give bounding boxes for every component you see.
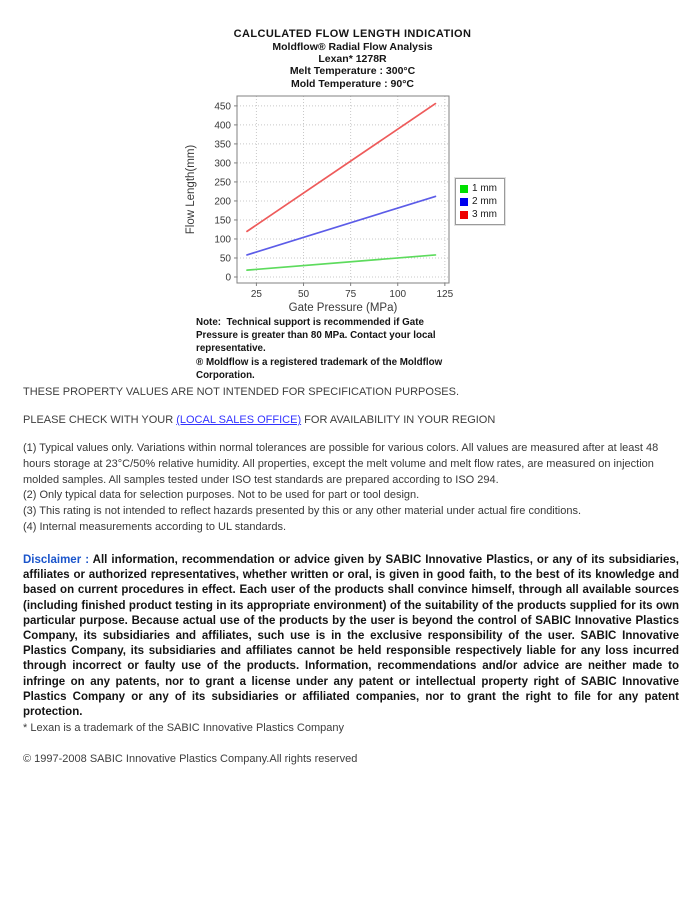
x-tick-label: 125 [436, 289, 454, 300]
specification-notice: THESE PROPERTY VALUES ARE NOT INTENDED FOR SPECIFICATION PURPOSES. [23, 386, 460, 398]
copyright-line: © 1997-2008 SABIC Innovative Plastics Company.All rights reserved [23, 753, 358, 765]
legend-label: 2 mm [472, 196, 497, 207]
y-axis-label: Flow Length(mm) [185, 144, 197, 235]
y-tick-label: 100 [214, 234, 231, 246]
availability-prefix: PLEASE CHECK WITH YOUR [23, 414, 177, 426]
footnotes-block [23, 441, 681, 536]
legend-item-1mm [460, 182, 497, 195]
y-tick-label: 350 [214, 139, 231, 151]
legend-item-2mm [460, 195, 497, 208]
chart-subtitle-mold-temp: Mold Temperature : 90°C [290, 77, 415, 90]
trademark-line: * Lexan is a trademark of the SABIC Innovative Plastics Company [23, 722, 344, 734]
x-tick-label: 50 [297, 289, 310, 300]
chart-subtitle-material: Lexan* 1278R [318, 53, 387, 66]
legend-item-3mm [460, 208, 497, 221]
chart-note-line: Note: Technical support is recommended if Gate [196, 317, 424, 328]
footnote-3: (3) This rating is not intended to reflect hazards presented by this or any other material under actual fire conditions. [23, 505, 582, 518]
series-line-1mm [247, 255, 435, 270]
legend-label: 3 mm [472, 209, 497, 220]
legend-swatch [460, 211, 468, 219]
chart-note-line: Corporation. [196, 369, 255, 381]
availability-suffix: FOR AVAILABILITY IN YOUR REGION [301, 414, 496, 426]
legend-swatch [460, 198, 468, 206]
chart-title: CALCULATED FLOW LENGTH INDICATION [233, 28, 472, 40]
footnote-1: (1) Typical values only. Variations within normal tolerances are possible for various colors. All values are measured after at least 48 hours storage at 23°C/50% relative humidity. All properties, except the melt volume and melt flow rates, are measured on injection molded samples. All samples tested under ISO test standards are prepared according to ISO 294. [23, 442, 659, 486]
y-tick-label: 50 [219, 253, 231, 265]
local-sales-office-link[interactable]: (LOCAL SALES OFFICE) [176, 414, 302, 426]
chart-subtitle-analysis: Moldflow® Radial Flow Analysis [272, 41, 433, 53]
chart-note [196, 316, 466, 382]
series-line-2mm [247, 196, 435, 255]
y-tick-label: 450 [214, 101, 231, 113]
availability-notice [23, 414, 683, 426]
y-tick-label: 300 [214, 158, 231, 170]
y-tick-label: 400 [214, 120, 231, 132]
footnote-2: (2) Only typical data for selection purposes. Not to be used for part or tool design. [23, 489, 420, 502]
series-line-3mm [247, 104, 435, 232]
chart-subtitle-melt-temp: Melt Temperature : 300°C [289, 65, 416, 78]
disclaimer-label: Disclaimer : [23, 554, 90, 566]
x-tick-label: 25 [250, 289, 262, 300]
x-axis-label: Gate Pressure (MPa) [288, 302, 398, 314]
disclaimer-paragraph [23, 553, 679, 720]
x-tick-label: 100 [389, 289, 407, 300]
chart-legend [455, 178, 505, 225]
legend-label: 1 mm [472, 183, 497, 194]
plot-border [237, 96, 449, 283]
chart-note-line: representative. [196, 343, 266, 355]
y-tick-label: 250 [214, 177, 231, 189]
footnote-4: (4) Internal measurements according to UL standards. [23, 520, 287, 533]
y-tick-label: 200 [214, 196, 231, 208]
chart-note-line: ® Moldflow is a registered trademark of the Moldflow [196, 356, 443, 368]
disclaimer-text: All information, recommendation or advice given by SABIC Innovative Plastics, or any of its subsidiaries, affiliates or authorized representatives, whether written or oral, is given in good faith, to the best of its knowledge and based on current procedures in effect. Each user of the products shall convince himself, through all available sources (including finished product testing in its appropriate environment) of the suitability of the products supplied for its own particular purpose. Because actual use of the products by the user is beyond the control of SABIC Innovative Plastics Company, its subsidiaries and affiliates, such use is in the exclusive responsibility of the user. SABIC Innovative Plastics Company, its subsidiaries and affiliates cannot be held responsible respectively liable for any loss incurred through incorrect or faulty use of the products. Information, recommendations and/or advice are neither made to infringe on any patents, nor to grant a license under any patent or intellectual property right of SABIC Innovative Plastics Company or any of its subsidiaries or affiliated companies, nor to grant the right to file for any patent protection. [23, 554, 679, 719]
y-tick-label: 0 [225, 272, 231, 284]
x-tick-label: 75 [345, 289, 357, 300]
legend-swatch [460, 185, 468, 193]
chart-title-block [180, 28, 525, 90]
chart-note-line: Pressure is greater than 80 MPa. Contact your local [196, 330, 436, 342]
y-tick-label: 150 [214, 215, 231, 227]
